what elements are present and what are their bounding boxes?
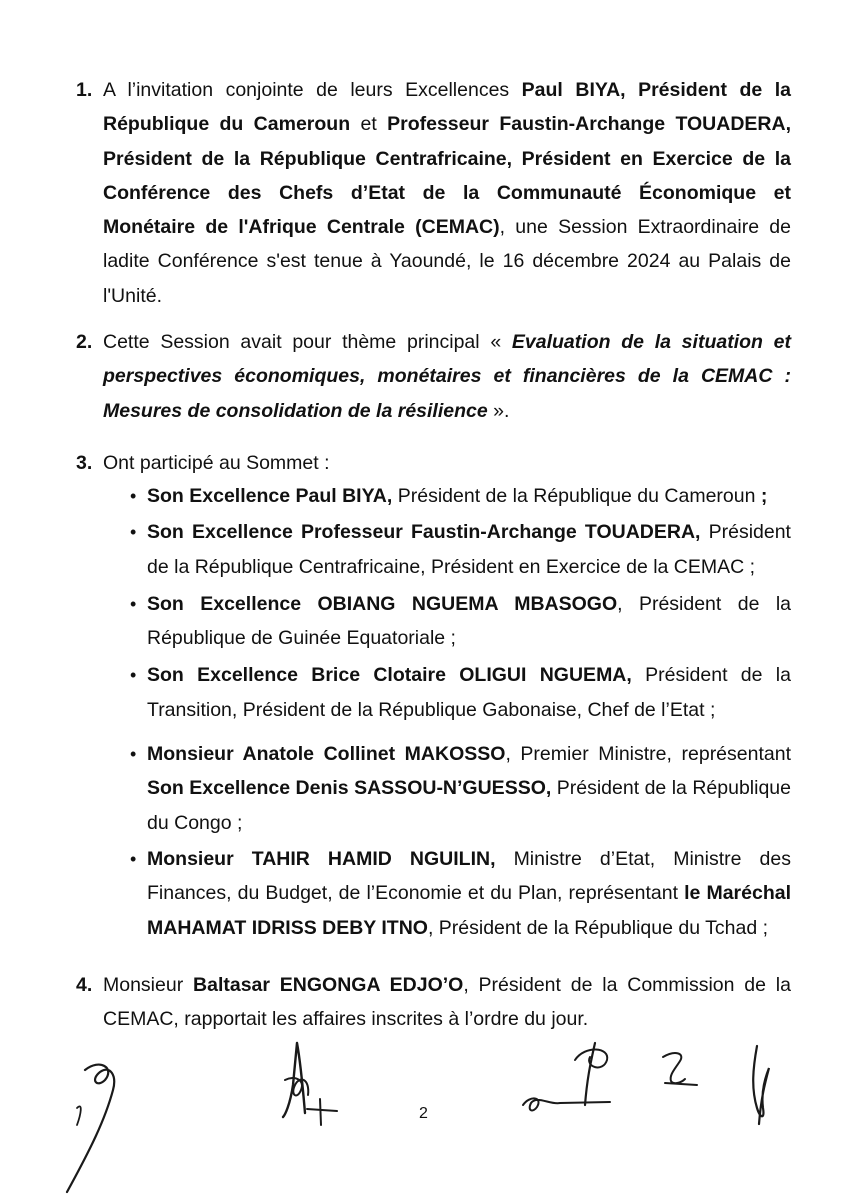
participant-name: Son Excellence Brice Clotaire OLIGUI NGUEMA, <box>147 664 632 687</box>
signature-initials-1 <box>55 1050 135 1200</box>
signature-initials-5 <box>735 1038 785 1128</box>
punctuation: ; <box>760 485 768 507</box>
participant-name: Son Excellence Professeur Faustin-Archange TOUADERA, <box>147 521 701 544</box>
participant-role: Président de la Transition, Président de la République Gabonaise, Chef de l’Etat ; <box>147 664 791 721</box>
theme-title: Evaluation de la situation et perspectives économiques, monétaires et financières de la CEMAC : Mesures de consolidation de la résilience <box>103 331 791 422</box>
represented-name: Son Excellence Denis SASSOU-N’GUESSO, <box>147 777 552 800</box>
text-segment-bold: Baltasar ENGONGA EDJO’O <box>193 974 464 996</box>
participant-item <box>147 479 791 513</box>
text-segment: Monsieur <box>103 974 194 996</box>
represented-name: le Maréchal MAHAMAT IDRISS DEBY ITNO <box>147 882 791 939</box>
text-segment: , Président de la Commission de la CEMAC, rapportait les affaires inscrites à l’ordre du jour. <box>103 974 791 1031</box>
text-segment-bold: Paul BIYA, Président de la République du Cameroun <box>103 79 791 136</box>
participant-name: Son Excellence OBIANG NGUEMA MBASOGO <box>147 592 618 615</box>
page-number: 2 <box>419 1105 428 1122</box>
participant-name: Monsieur TAHIR HAMID NGUILIN, <box>147 847 496 870</box>
participant-item <box>147 737 791 840</box>
participant-role: Président de la République du Cameroun <box>392 485 761 507</box>
participant-item <box>147 587 791 656</box>
participants-list <box>147 479 791 945</box>
signature-initials-4 <box>655 1045 715 1095</box>
participant-name: Monsieur Anatole Collinet MAKOSSO <box>147 743 506 766</box>
text-segment-bold: Professeur Faustin-Archange TOUADERA, Président de la République Centrafricaine, Président en Exercice de la Conférence des Chefs d’Etat de la Communauté Économique et Monétaire de l'Afrique Centrale (CEMAC) <box>103 113 791 239</box>
participant-name: Son Excellence Paul BIYA, <box>147 485 393 507</box>
participant-item <box>147 658 791 727</box>
paragraph-number: 4. <box>76 974 93 996</box>
participant-item <box>147 515 791 584</box>
paragraph-1 <box>76 73 791 313</box>
paragraph-3 <box>76 446 791 480</box>
signature-initials-3 <box>515 1035 635 1115</box>
paragraph-number: 1. <box>76 79 93 101</box>
participant-role: Président de la République Centrafricaine, Président en Exercice de la CEMAC ; <box>147 521 791 578</box>
participant-role: , Président de la République de Guinée Equatoriale ; <box>147 592 791 650</box>
paragraph-number: 2. <box>76 331 93 353</box>
paragraph-2 <box>76 325 791 428</box>
text-segment: A l’invitation conjointe de leurs Excellences <box>103 79 522 101</box>
participant-role: Président de la République du Congo ; <box>147 777 791 834</box>
participant-role: , Premier Ministre, représentant <box>505 743 791 766</box>
paragraph-number: 3. <box>76 452 93 474</box>
text-segment: Cette Session avait pour thème principal « <box>103 331 512 353</box>
participant-item <box>147 842 791 945</box>
text-segment: Ont participé au Sommet : <box>103 452 330 474</box>
text-segment: et <box>350 113 388 136</box>
text-segment: ». <box>487 399 510 422</box>
signature-initials-2 <box>275 1035 355 1130</box>
participant-role: Ministre d’Etat, Ministre des Finances, du Budget, de l’Economie et du Plan, représentant <box>147 847 792 905</box>
participant-role: , Président de la République du Tchad ; <box>427 916 768 939</box>
paragraph-4 <box>76 968 791 1037</box>
text-segment: , une Session Extraordinaire de ladite Conférence s'est tenue à Yaoundé, le 16 décembre 2024 au Palais de l'Unité. <box>103 216 791 307</box>
